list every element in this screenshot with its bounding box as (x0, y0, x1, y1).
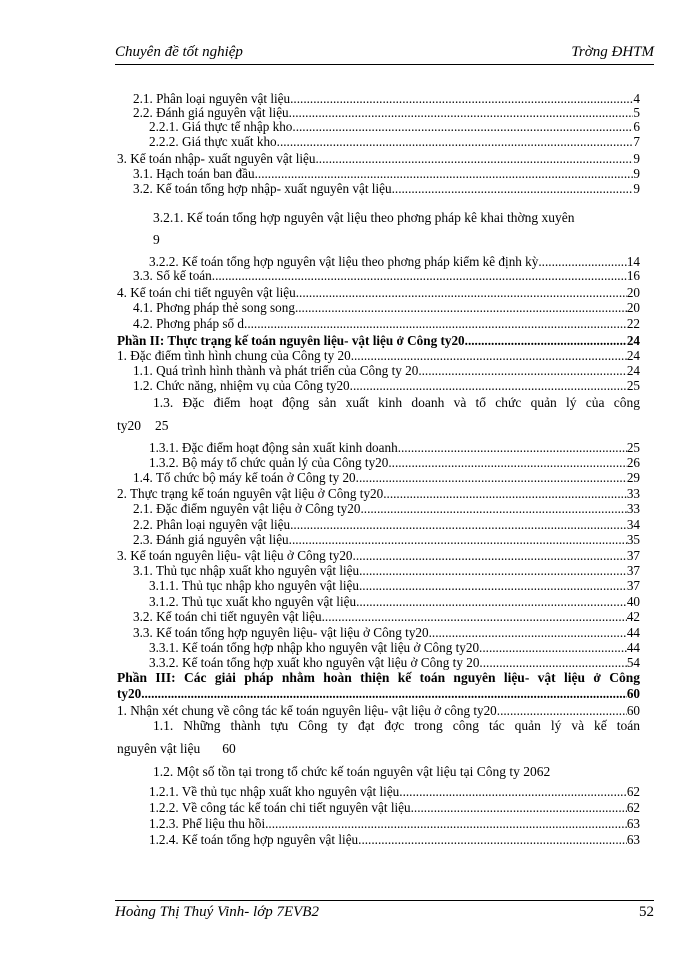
toc-entry: 2.2. Đánh giá nguyên vật liệu ..... 5 (133, 105, 640, 120)
page-number: 52 (639, 904, 654, 920)
toc-entry-page: 9 (153, 232, 160, 247)
toc-entry: 3.3. Sổ kế toán ..... 16 (133, 268, 640, 283)
page-footer (115, 900, 654, 923)
toc-entry: 1. Nhận xét chung về công tác kế toán nguyên liệu- vật liệu ở công ty20 ..... 60 (117, 703, 640, 718)
toc-entry: 3.3.2. Kế toán tổng hợp xuất kho nguyên vật liệu ở Công ty 20 ..... 54 (149, 655, 640, 670)
toc-entry: 2.3. Đánh giá nguyên vật liệu ..... 35 (133, 532, 640, 547)
toc-entry-continuation: nguyên vật liệu 60 (117, 741, 236, 756)
toc-entry: 1.2.1. Về thủ tục nhập xuất kho nguyên vật liệu ..... 62 (149, 784, 640, 799)
toc-entry-part: Phần II: Thực trạng kế toán nguyên liệu- vật liệu ở Công ty20 ..... 24 (117, 333, 640, 348)
toc-entry: 2.2.2. Giá thực xuất kho ..... 7 (149, 134, 640, 149)
toc-entry-continuation: ty20 25 (117, 418, 169, 433)
toc-entry: 1.2.3. Phế liệu thu hồi ..... 63 (149, 816, 640, 831)
toc-entry: 1.4. Tổ chức bộ máy kế toán ở Công ty 20 ..... 29 (133, 470, 640, 485)
toc-entry: 3.3.1. Kế toán tổng hợp nhập kho nguyên vật liệu ở Công ty20 ..... 44 (149, 640, 640, 655)
footer-author: Hoàng Thị Thuý Vinh- lớp 7EVB2 (115, 904, 319, 920)
toc-entry: 2. Thực trạng kế toán nguyên vật liệu ở Công ty20 ..... 33 (117, 486, 640, 501)
toc-entry: 4.1. Phơng pháp thẻ song song ..... 20 (133, 300, 640, 315)
toc-entry: 2.1. Phân loại nguyên vật liệu ..... 4 (133, 91, 640, 106)
toc-entry: 1.2.2. Về công tác kế toán chi tiết nguyên vật liệu ..... 62 (149, 800, 640, 815)
toc-entry: 3.2. Kế toán tổng hợp nhập- xuất nguyên vật liệu ..... 9 (133, 181, 640, 196)
toc-entry: 3. Kế toán nguyên liệu- vật liệu ở Công ty20 ..... 37 (117, 548, 640, 563)
toc-entry: 3.2. Kế toán chi tiết nguyên vật liệu ..... 42 (133, 609, 640, 624)
header-title: Chuyên đề tốt nghiệp (115, 44, 243, 60)
toc-entry: 3.1. Hạch toán ban đầu ..... 9 (133, 166, 640, 181)
toc-entry: 4.2. Phơng pháp sổ d ..... 22 (133, 316, 640, 331)
toc-entry: 1. Đặc điểm tình hình chung của Công ty 20 ..... 24 (117, 348, 640, 363)
toc-entry: 4. Kế toán chi tiết nguyên vật liệu ..... 20 (117, 285, 640, 300)
toc-entry: 3. Kế toán nhập- xuất nguyên vật liệu ..... 9 (117, 151, 640, 166)
toc-entry: 2.2. Phân loại nguyên vật liệu ..... 34 (133, 517, 640, 532)
toc-entry: 3.1.1. Thủ tục nhập kho nguyên vật liệu ..... 37 (149, 578, 640, 593)
toc-entry: 1.2. Chức năng, nhiệm vụ của Công ty20 ..... 25 (133, 378, 640, 393)
toc-entry-part-wrapped: Phần III: Các giải pháp nhằm hoàn thiện kế toán nguyên liệu- vật liệu ở Công (117, 670, 640, 685)
toc-entry-wrapped: 1.1. Những thành tựu Công ty đạt đợc trong công tác quản lý và kế toán (153, 718, 640, 733)
toc-entry: 2.2.1. Giá thực tế nhập kho ..... 6 (149, 119, 640, 134)
header-school: Trờng ĐHTM (571, 44, 654, 60)
toc-entry: 2.1. Đặc điểm nguyên vật liệu ở Công ty20 ..... 33 (133, 501, 640, 516)
toc-entry: 1.1. Quá trình hình thành và phát triển của Công ty 20 ..... 24 (133, 363, 640, 378)
toc-entry-wrapped: 1.2. Một số tồn tại trong tổ chức kế toán nguyên vật liệu tại Công ty 2062 (153, 764, 551, 779)
toc-entry-wrapped: 3.2.1. Kế toán tổng hợp nguyên vật liệu theo phơng pháp kê khai thờng xuyên (153, 210, 575, 225)
toc-entry: 3.1. Thủ tục nhập xuất kho nguyên vật liệu ..... 37 (133, 563, 640, 578)
toc-entry: 3.2.2. Kế toán tổng hợp nguyên vật liệu theo phơng pháp kiểm kê định kỳ ..... 14 (149, 254, 640, 269)
toc-entry: 1.3.1. Đặc điểm hoạt động sản xuất kinh doanh ..... 25 (149, 440, 640, 455)
toc-entry: 1.2.4. Kế toán tổng hợp nguyên vật liệu ..... 63 (149, 832, 640, 847)
toc-entry: 3.3. Kế toán tổng hợp nguyên liệu- vật liệu ở Công ty20 ..... 44 (133, 625, 640, 640)
toc-entry: 3.1.2. Thủ tục xuất kho nguyên vật liệu ..... 40 (149, 594, 640, 609)
toc-entry: 1.3.2. Bộ máy tổ chức quản lý của Công ty20 ..... 26 (149, 455, 640, 470)
toc-entry-wrapped: 1.3. Đặc điểm hoạt động sản xuất kinh doanh và tổ chức quản lý của công (153, 395, 640, 410)
toc-entry-continuation: ty20 ..... 60 (117, 686, 640, 701)
